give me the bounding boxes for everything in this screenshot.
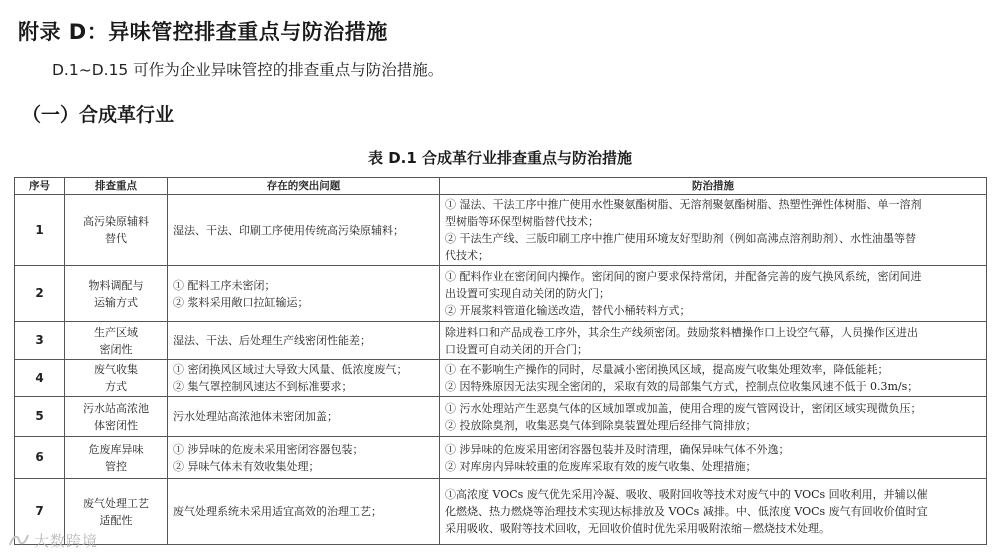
problems-cell [168,437,440,479]
check-focus-cell [65,195,168,266]
check-focus-line: 危废库异味 [88,442,144,456]
check-focus-cell [65,322,168,360]
row-number: 7 [15,479,65,545]
check-focus-line: 方式 [105,380,127,393]
table-caption: 表 D.1 合成革行业排查重点与防治措施 [367,149,633,167]
problem-line: ① 配料工序未密闭； [173,278,276,292]
table-header-row [15,178,987,195]
measure-line: ② 干法生产线、三版印刷工序中推广使用环境友好型助剂（例如高沸点溶剂助剂）、水性油墨等替 [445,232,916,245]
table-row [15,479,987,545]
problems-cell [168,360,440,397]
problems-cell [168,479,440,545]
row-number: 6 [15,437,65,479]
measure-line: ② 开展浆料管道化输送改造，替代小桶转料方式； [445,304,691,317]
check-focus-line: 密闭性 [99,342,133,356]
measures-cell [440,360,987,397]
measure-line: 化燃烧、热力燃烧等治理技术实现达标排放及 VOCs 减排。中、低浓度 VOCs 废气有回收价值时宜 [445,505,928,518]
measure-line: ① 涉异味的危废采用密闭容器包装并及时清理，确保异味气体不外逸； [445,442,790,456]
check-focus-line: 废气收集 [94,363,138,376]
problem-line: 湿法、干法、后处理生产线密闭性能差； [173,334,371,347]
watermark-logo-icon [8,532,30,552]
col-header-measures: 防治措施 [440,178,987,195]
problem-line: 污水处理站高浓池体未密闭加盖； [173,410,338,423]
measure-line: ① 湿法、干法工序中推广使用水性聚氨酯树脂、无溶剂聚氨酯树脂、热塑性弹性体树脂、单一溶剂 [445,198,922,211]
check-focus-line: 适配性 [99,513,133,527]
check-focus-cell [65,397,168,437]
measures-cell [440,195,987,266]
appendix-heading: 附录 D：异味管控排查重点与防治措施 [18,20,388,44]
table-row [15,322,987,360]
check-focus-line: 污水站高浓池 [83,401,149,415]
check-focus-line: 高污染原辅料 [83,215,149,228]
measure-line: ① 污水处理站产生恶臭气体的区域加罩或加盖，使用合理的废气管网设计，密闭区域实现微负压； [445,401,922,415]
col-header-num: 序号 [15,178,65,195]
measures-cell [440,266,987,322]
measure-line: 采用吸收、吸附等技术回收，无回收价值时优先采用吸附浓缩－燃烧技术处理。 [445,522,830,535]
row-number: 1 [15,195,65,266]
section-subheading: （一）合成革行业 [22,104,175,126]
problems-cell [168,397,440,437]
row-number: 3 [15,322,65,360]
table-row [15,397,987,437]
problems-cell [168,195,440,266]
problem-line: 废气处理系统未采用适宜高效的治理工艺； [173,505,382,518]
problem-line: ① 密闭换风区域过大导致大风量、低浓度废气； [173,363,408,376]
row-number: 4 [15,360,65,397]
table-row [15,360,987,397]
measures-cell [440,322,987,360]
check-focus-line: 运输方式 [94,295,138,309]
problem-line: ② 异味气体未有效收集处理； [173,459,320,473]
table-row [15,437,987,479]
check-focus-line: 生产区域 [94,325,138,339]
problem-line: ② 浆料采用敞口拉缸输运； [173,295,309,309]
check-focus-line: 替代 [105,232,127,245]
measure-line: ① 配料作业在密闭间内操作。密闭间的窗户要求保持常闭，并配备完善的废气换风系统，密闭间进 [445,270,922,283]
measure-line: 代技术； [445,249,489,262]
problems-cell [168,322,440,360]
measure-line: 型树脂等环保型树脂替代技术； [445,215,599,228]
measure-line: 除进料口和产品成卷工序外，其余生产线须密闭。鼓励浆料槽操作口上设空气幕，人员操作区进出 [445,325,918,339]
measures-cell [440,397,987,437]
row-number: 2 [15,266,65,322]
measure-line: ② 对库房内异味较重的危废库采取有效的废气收集、处理措施； [445,459,757,473]
check-focus-cell [65,437,168,479]
watermark [8,530,98,552]
check-focus-line: 物料调配与 [88,278,144,292]
measure-line: ② 投放除臭剂，收集恶臭气体到除臭装置处理后经排气筒排放； [445,418,757,432]
check-focus-cell [65,360,168,397]
table-row [15,195,987,266]
problems-cell [168,266,440,322]
measure-line: 口设置可自动关闭的开合门； [445,342,588,356]
row-number: 5 [15,397,65,437]
problem-line: 湿法、干法、印刷工序使用传统高污染原辅料； [173,223,404,237]
check-focus-line: 管控 [105,459,127,473]
table-row [15,266,987,322]
watermark-text: 大数跨境 [34,532,99,550]
check-focus-line: 废气处理工艺 [83,496,149,510]
check-focus-cell [65,266,168,322]
intro-text: D.1~D.15 可作为企业异味管控的排查重点与防治措施。 [52,61,444,79]
col-header-problems: 存在的突出问题 [168,178,440,195]
problem-line: ① 涉异味的危废未采用密闭容器包装； [173,442,364,456]
problem-line: ② 集气罩控制风速达不到标准要求； [173,380,353,393]
measures-cell [440,479,987,545]
measure-line: ① 在不影响生产操作的同时，尽量减小密闭换风区域，提高废气收集处理效率，降低能耗； [445,363,889,376]
measure-line: ② 因特殊原因无法实现全密闭的，采取有效的局部集气方式，控制点位收集风速不低于 0.3m/s； [445,380,919,393]
measure-line: 出设置可实现自动关闭的防火门； [445,287,610,300]
col-header-focus: 排查重点 [65,178,168,195]
measure-line: ①高浓度 VOCs 废气优先采用冷凝、吸收、吸附回收等技术对废气中的 VOCs 回收利用，并辅以催 [445,488,928,501]
measures-cell [440,437,987,479]
measures-table [14,177,987,545]
check-focus-line: 体密闭性 [94,418,138,432]
